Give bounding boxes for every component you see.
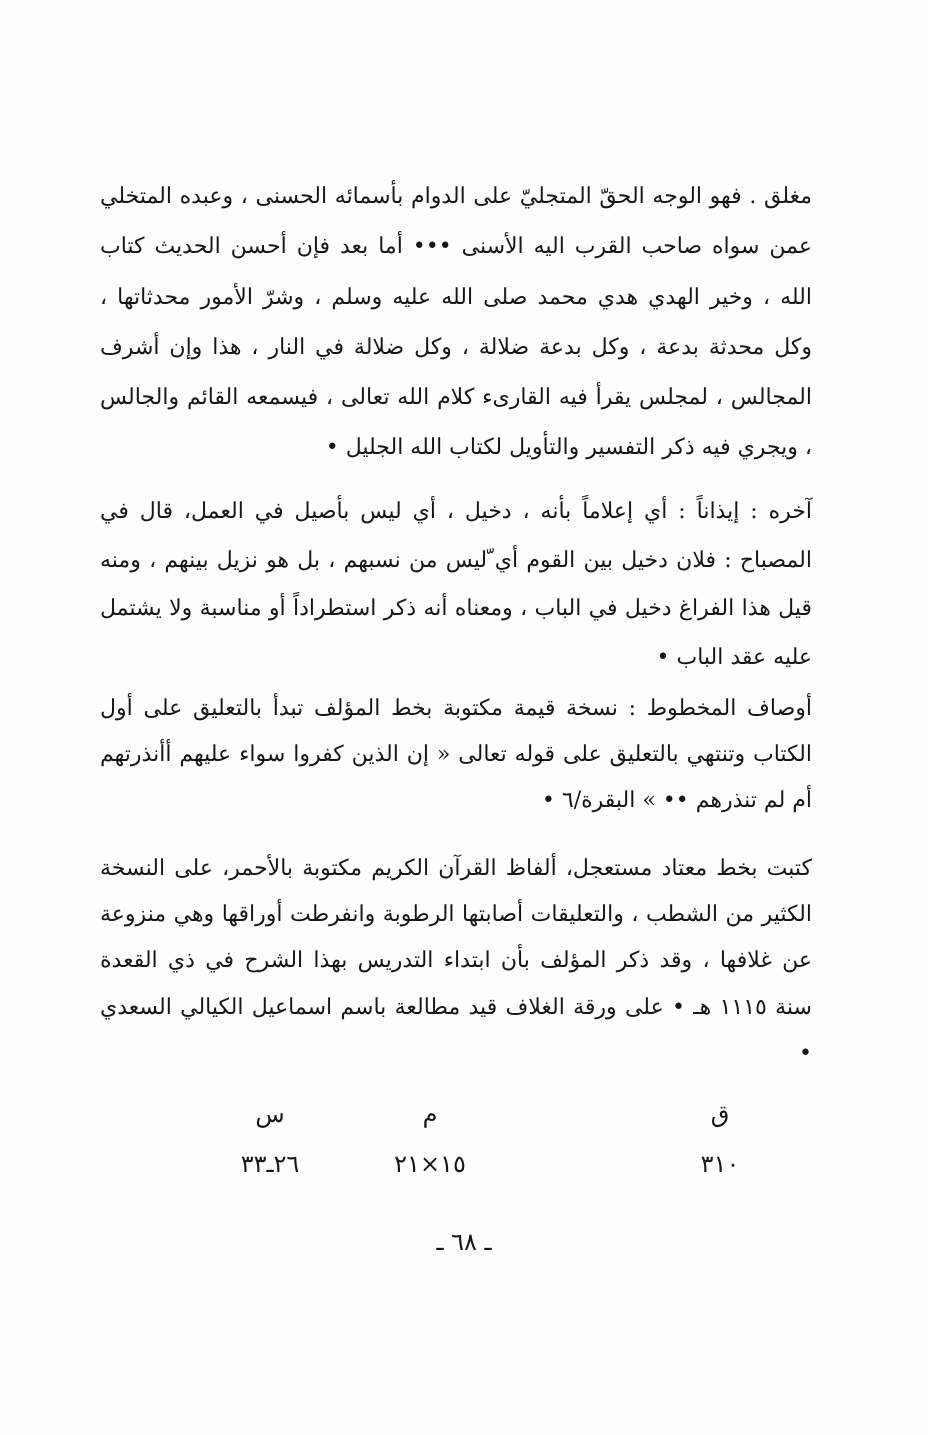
paragraph-end-note: آخره : إيذاناً : أي إعلاماً بأنه ، دخيل ، أي ليس بأصيل في العمل، قال في المصباح : فلان دخيل بين القوم أي ّليس من نسبهم ، بل هو نزيل بينهم ، ومنه قيل هذا الفراغ دخيل في الباب ، ومعناه أنه ذكر استطراداً أو مناسبة ولا يشتمل عليه عقد الباب • bbox=[100, 499, 812, 671]
paragraph-opening: مغلق . فهو الوجه الحقّ المتجليّ على الدوام بأسمائه الحسنى ، وعبده المتخلي عمن سواه صاحب القرب اليه الأسنى ••• أما بعد فإن أحسن الحديث كتاب الله ، وخير الهدي هدي محمد صلى الله عليه وسلم ، وشرّ الأمور محدثاتها ، وكل محدثة بدعة ، وكل بدعة ضلالة ، وكل ضلالة في النار ، هذا وإن أشرف المجالس ، لمجلس يقرأ فيه القارىء كلام الله تعالى ، فيسمعه القائم والجالس ، ويجري فيه ذكر التفسير والتأويل لكتاب الله الجليل • bbox=[100, 184, 812, 461]
stats-label-folios: ق bbox=[710, 1100, 730, 1128]
stats-value-lines: ٢٦ـ٣٣ bbox=[240, 1150, 300, 1178]
paragraph-manuscript-description: أوصاف المخطوط : نسخة قيمة مكتوبة بخط المؤلف تبدأ بالتعليق على أول الكتاب وتنتهي بالتعليق على قوله تعالى « إن الذين كفروا سواء عليهم أأنذرتهم أم لم تنذرهم •• » البقرة/٦ • bbox=[100, 696, 812, 813]
paragraph-script-details: كتبت بخط معتاد مستعجل، ألفاظ القرآن الكريم مكتوبة بالأحمر، على النسخة الكثير من الشطب ، والتعليقات أصابتها الرطوبة وانفرطت أوراقها وهي منزوعة عن غلافها ، وقد ذكر المؤلف بأن ابتداء التدريس بهذا الشرح في ذي القعدة سنة ١١١٥ هـ • على ورقة الغلاف قيد مطالعة باسم اسماعيل الكيالي السعدي • bbox=[100, 856, 812, 1066]
stats-value-folios: ٣١٠ bbox=[700, 1150, 740, 1178]
stats-label-lines: س bbox=[255, 1100, 285, 1128]
page-number: ـ ٦٨ ـ bbox=[436, 1228, 492, 1256]
stats-label-size: م bbox=[422, 1100, 438, 1128]
stats-value-size: ١٥×٢١ bbox=[394, 1150, 466, 1178]
